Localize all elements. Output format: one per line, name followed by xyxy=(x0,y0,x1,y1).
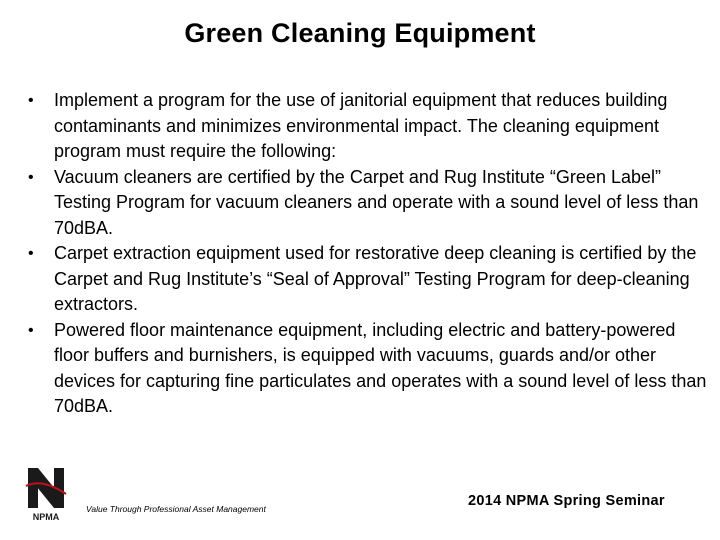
bullet-item xyxy=(28,318,708,420)
bullet-item xyxy=(28,241,708,318)
bullet-icon: • xyxy=(28,168,34,186)
bullet-item xyxy=(28,88,708,165)
slide-title: Green Cleaning Equipment xyxy=(184,18,536,48)
footer-seminar: 2014 NPMA Spring Seminar xyxy=(468,493,665,509)
bullet-text: Carpet extraction equipment used for restorative deep cleaning is certified by the Carpet and Rug Institute’s “Seal of Approval” Testing Program for deep-cleaning extractors. xyxy=(54,243,697,314)
bullet-icon: • xyxy=(28,245,34,262)
logo-text: NPMA xyxy=(32,512,60,522)
bullet-text: Powered floor maintenance equipment, including electric and battery-powered floor buffers and burnishers, is equipped with vacuums, guards and/or other devices for capturing fine particulates and operates with a sound level of less than 70dBA. xyxy=(54,319,707,416)
bullet-text: Implement a program for the use of janitorial equipment that reduces building contaminants and minimizes environmental impact. The cleaning equipment program must require the following: xyxy=(54,90,668,161)
bullet-item xyxy=(28,165,708,242)
npma-logo xyxy=(24,466,68,524)
bullet-list xyxy=(28,88,708,420)
bullet-text: Vacuum cleaners are certified by the Carpet and Rug Institute “Green Label” Testing Program for vacuum cleaners and operate with a sound level of less than 70dBA. xyxy=(54,166,699,238)
bullet-icon: • xyxy=(28,321,34,339)
footer-tagline: Value Through Professional Asset Management xyxy=(86,504,266,514)
bullet-icon: • xyxy=(28,92,34,109)
